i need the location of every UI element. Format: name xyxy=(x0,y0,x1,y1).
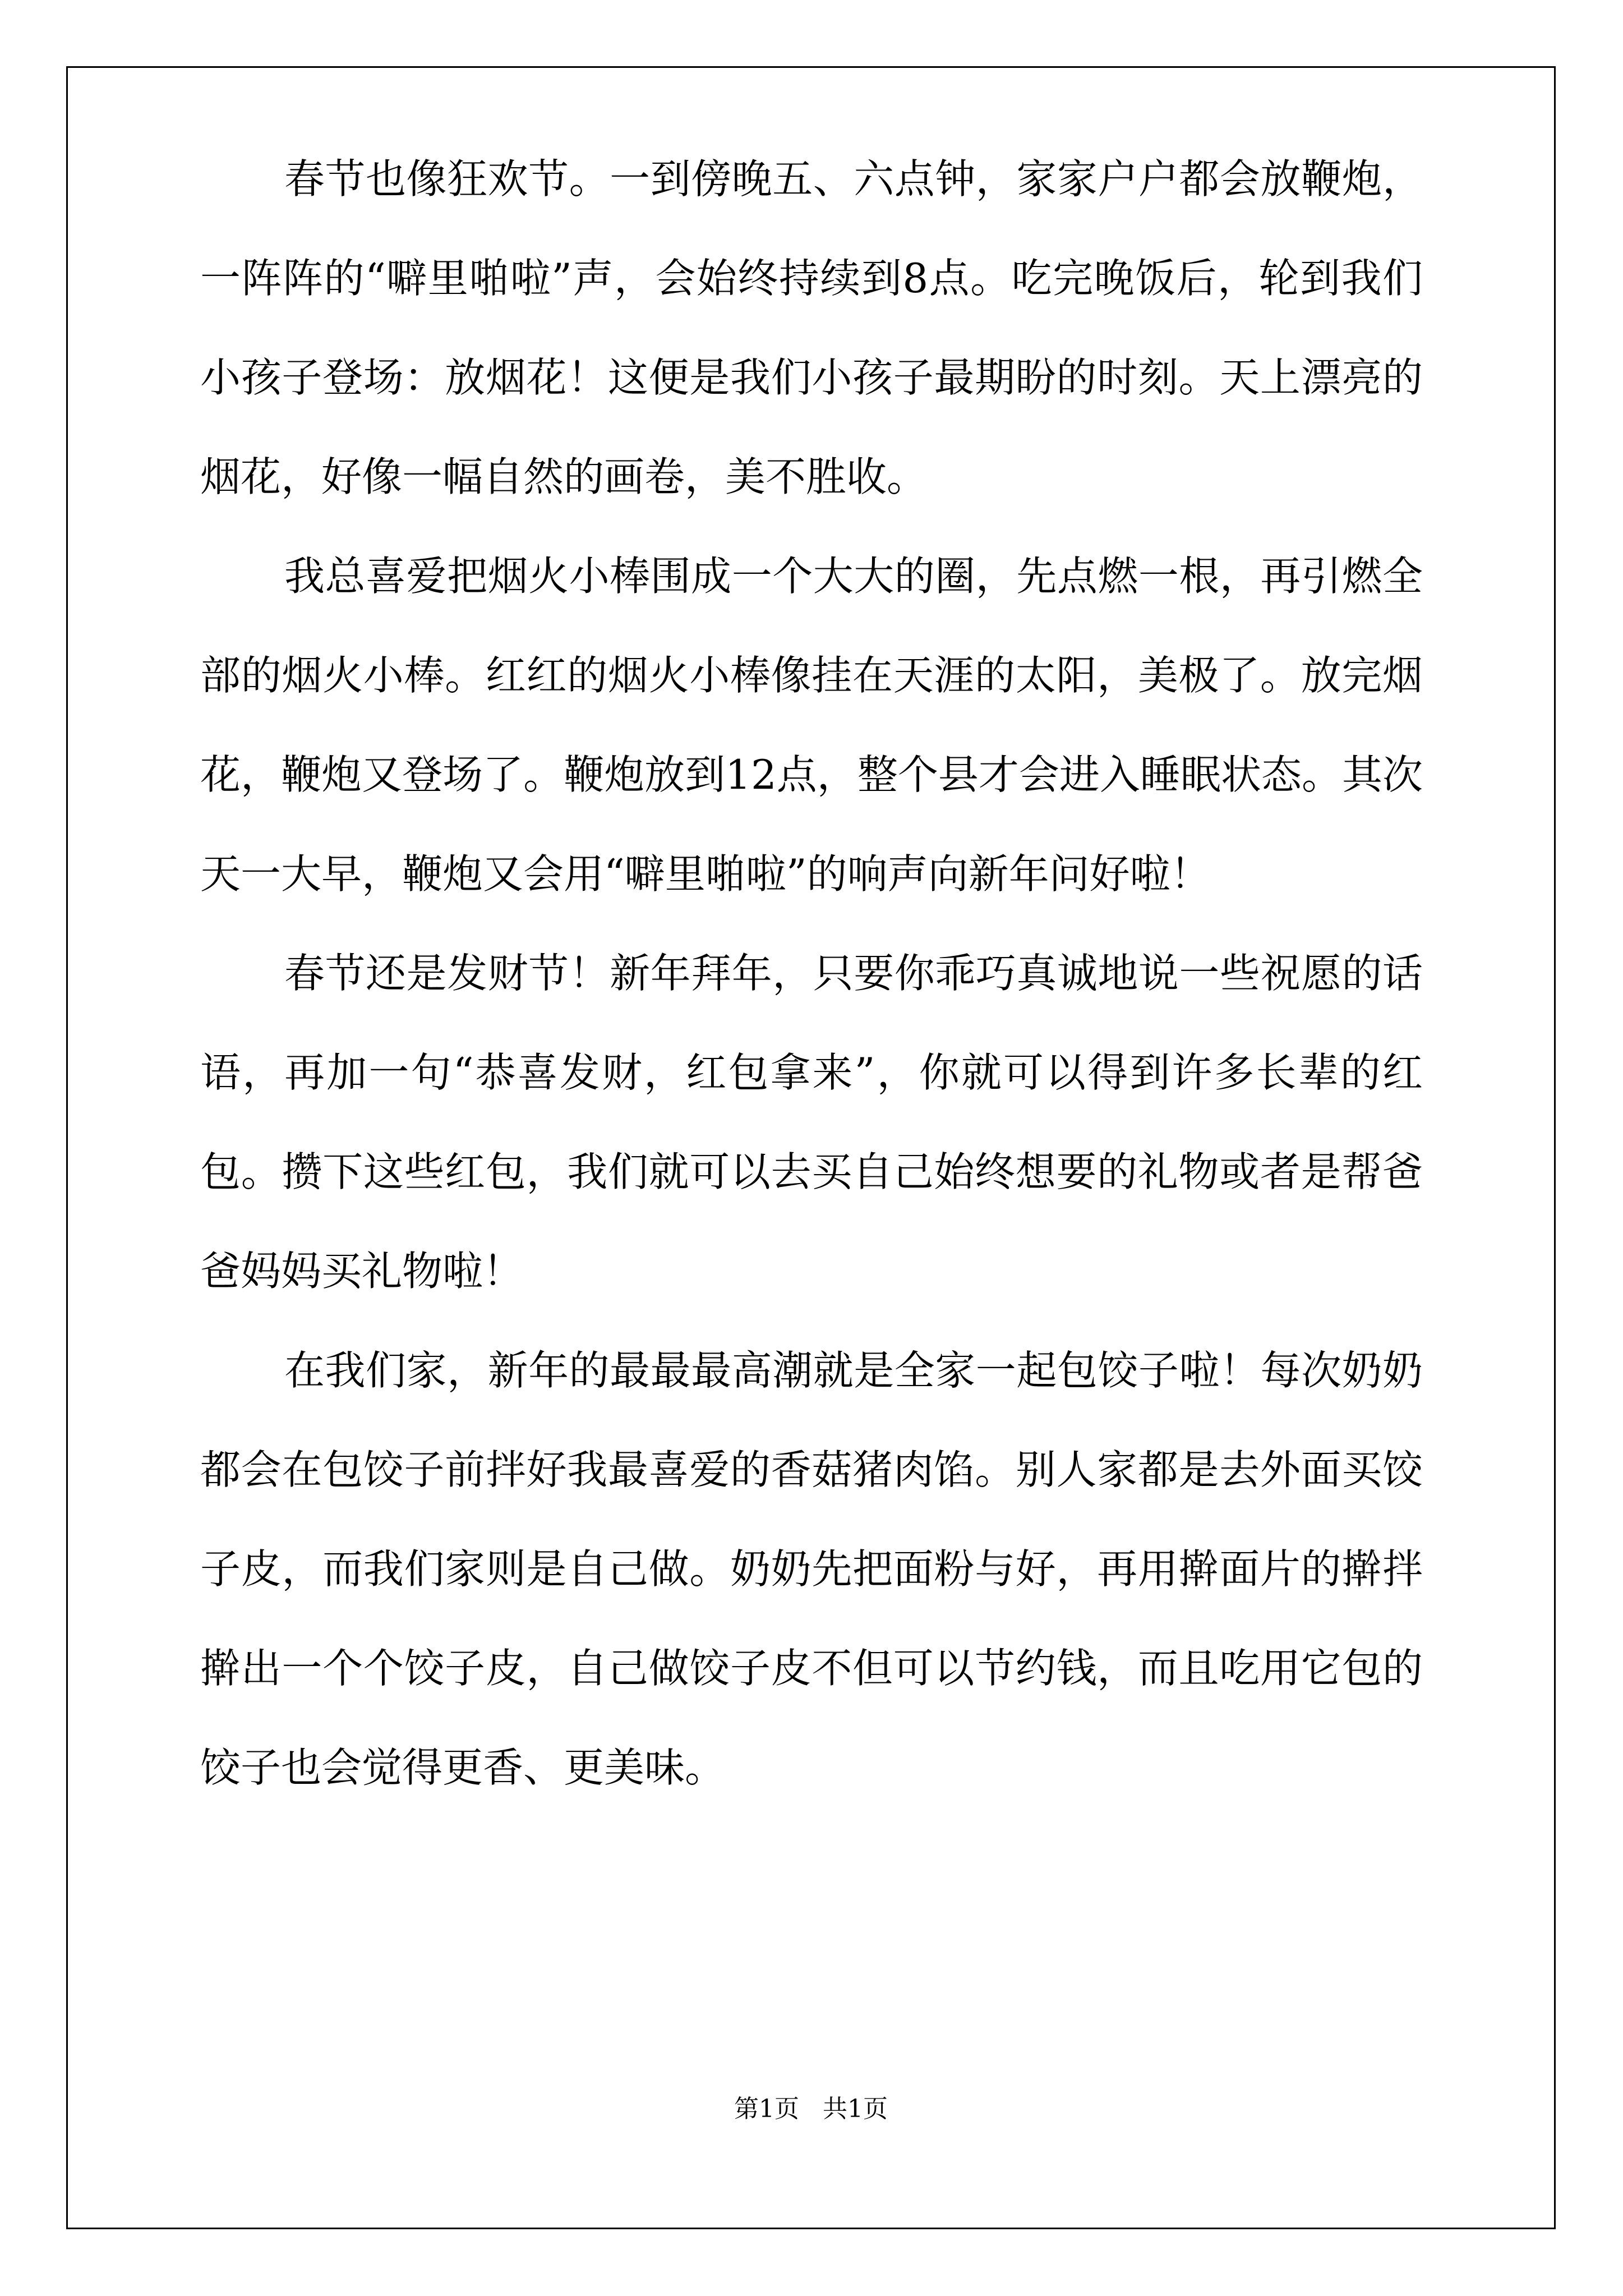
document-body xyxy=(200,130,1423,1818)
paragraph-1: 春节也像狂欢节。一到傍晚五、六点钟，家家户户都会放鞭炮，一阵阵的“噼里啪啦”声，会始终持续到8点。吃完晚饭后，轮到我们小孩子登场：放烟花！这便是我们小孩子最期盼的时刻。天上漂亮的烟花，好像一幅自然的画卷，美不胜收。 xyxy=(200,155,1423,500)
page-footer: 第1页 共1页 xyxy=(734,2095,888,2123)
paragraph-3: 春节还是发财节！新年拜年，只要你乖巧真诚地说一些祝愿的话语，再加一句“恭喜发财，红包拿来”，你就可以得到许多长辈的红包。攒下这些红包，我们就可以去买自己始终想要的礼物或者是帮爸爸妈妈买礼物啦！ xyxy=(200,950,1423,1295)
paragraph-4: 在我们家，新年的最最最高潮就是全家一起包饺子啦！每次奶奶都会在包饺子前拌好我最喜爱的香菇猪肉馅。别人家都是去外面买饺子皮，而我们家则是自己做。奶奶先把面粉与好，再用擀面片的擀拌擀出一个个饺子皮，自己做饺子皮不但可以节约钱，而且吃用它包的饺子也会觉得更香、更美味。 xyxy=(200,1347,1423,1791)
page-frame xyxy=(66,66,1556,2229)
paragraph-2: 我总喜爱把烟火小棒围成一个大大的圈，先点燃一根，再引燃全部的烟火小棒。红红的烟火小棒像挂在天涯的太阳，美极了。放完烟花，鞭炮又登场了。鞭炮放到12点，整个县才会进入睡眠状态。其次天一大早，鞭炮又会用“噼里啪啦”的响声向新年问好啦！ xyxy=(200,553,1423,898)
